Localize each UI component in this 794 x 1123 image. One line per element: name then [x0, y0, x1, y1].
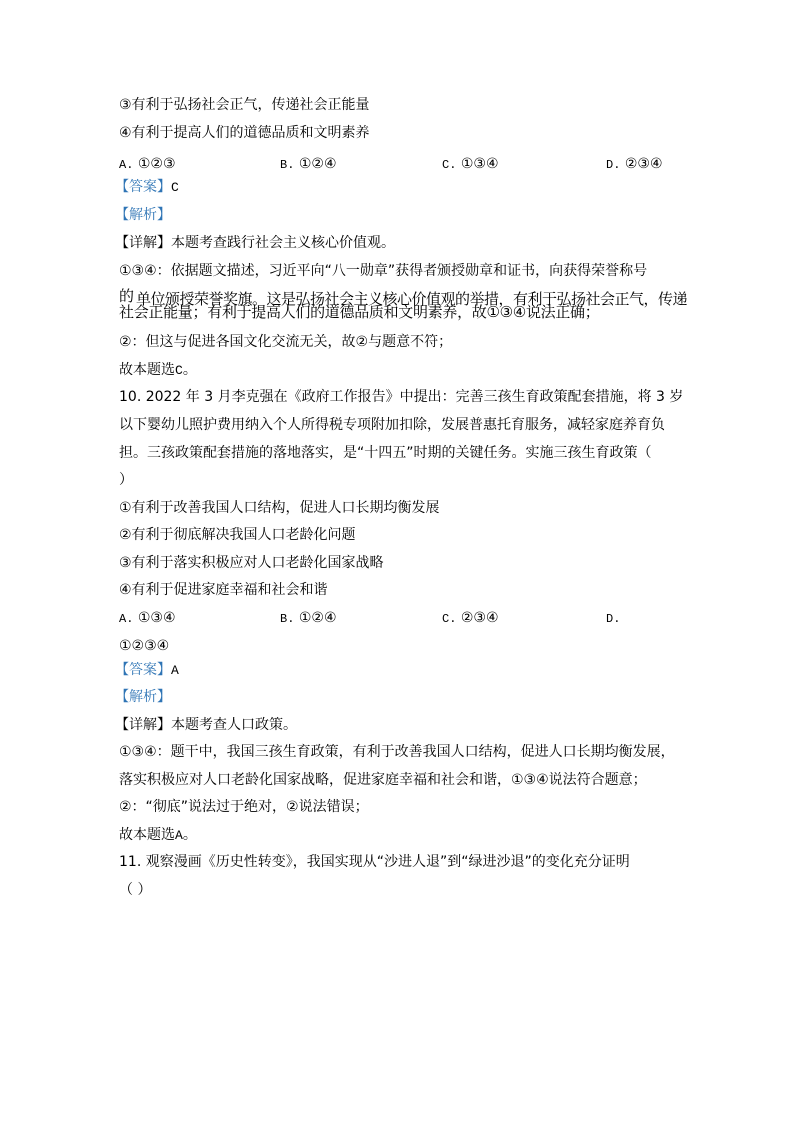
q10-statement-2: ②有利于彻底解决我国人口老龄化问题 — [119, 527, 356, 543]
q9-explanation-4: ②：但这与促进各国文化交流无关，故②与题意不符； — [119, 334, 453, 350]
q9-option-a: A. ①②③ — [119, 156, 176, 172]
q10-analysis-label: 【解析】 — [115, 689, 171, 705]
q9-detail: 【详解】本题考查践行社会主义核心价值观。 — [115, 235, 395, 251]
q10-detail: 【详解】本题考查人口政策。 — [115, 717, 297, 733]
q10-stem-1: 10. 2022 年 3 月李克强在《政府工作报告》中提出：完善三孩生育政策配套措施，将 3 岁 — [119, 389, 684, 405]
q10-option-b: B. ①②④ — [280, 610, 337, 626]
q9-option-b: B. ①②④ — [280, 156, 337, 172]
q11-stem-1: 11. 观察漫画《历史性转变》，我国实现从“沙进人退”到“绿进沙退”的变化充分证明 — [119, 854, 630, 870]
q10-statement-4: ④有利于促进家庭幸福和社会和谐 — [119, 582, 328, 598]
q10-stem-4: ） — [119, 472, 133, 488]
q9-option-c: C. ①③④ — [442, 156, 499, 172]
detail-label: 【详解】 — [115, 717, 171, 733]
answer-label: 【答案】 — [115, 662, 171, 678]
q9-analysis-label: 【解析】 — [115, 207, 171, 223]
q10-explanation-3: ②：“彻底”说法过于绝对，②说法错误； — [119, 799, 369, 815]
q10-statement-1: ①有利于改善我国人口结构，促进人口长期均衡发展 — [119, 500, 440, 516]
q9-explanation-2: 单位颁授荣誉奖旗。这是弘扬社会主义核心价值观的举措，有利于弘扬社会正气，传递 — [136, 290, 688, 308]
q9-statement-3: ③有利于弘扬社会正气，传递社会正能量 — [119, 97, 370, 113]
q10-statement-3: ③有利于落实积极应对人口老龄化国家战略 — [119, 555, 384, 571]
q9-explanation-1: ①③④：依据题文描述，习近平向“八一勋章”获得者颁授勋章和证书，向获得荣誉称号 — [119, 263, 648, 279]
q10-stem-3: 担。三孩政策配套措施的落地落实，是“十四五”时期的关键任务。实施三孩生育政策（ — [119, 445, 652, 461]
q9-explanation-orphan: 的 — [119, 287, 135, 305]
detail-label: 【详解】 — [115, 235, 171, 251]
answer-value: C — [171, 180, 179, 195]
q10-option-c: C. ②③④ — [442, 610, 499, 626]
q9-option-d: D. ②③④ — [606, 156, 663, 172]
answer-label: 【答案】 — [115, 179, 171, 195]
q10-explanation-2: 落实积极应对人口老龄化国家战略，促进家庭幸福和社会和谐，①③④说法符合题意； — [119, 772, 647, 788]
q9-answer — [115, 179, 179, 196]
q10-explanation-1: ①③④：题干中，我国三孩生育政策，有利于改善我国人口结构，促进人口长期均衡发展， — [119, 744, 675, 760]
q9-statement-4: ④有利于提高人们的道德品质和文明素养 — [119, 125, 370, 141]
q11-stem-2: （ ） — [119, 882, 152, 898]
q10-option-a: A. ①③④ — [119, 610, 176, 626]
q10-answer — [115, 662, 179, 679]
answer-value: A — [171, 663, 179, 678]
q10-option-d-value: ①②③④ — [119, 638, 170, 654]
q10-stem-2: 以下婴幼儿照护费用纳入个人所得税专项附加扣除，发展普惠托育服务，减轻家庭养育负 — [119, 417, 665, 433]
q9-conclusion: 故本题选C。 — [119, 362, 197, 378]
q9-explanation-3: 社会正能量；有利于提高人们的道德品质和文明素养，故①③④说法正确； — [119, 303, 600, 321]
q10-option-d: D. — [606, 612, 621, 626]
q10-conclusion: 故本题选A。 — [119, 827, 197, 843]
